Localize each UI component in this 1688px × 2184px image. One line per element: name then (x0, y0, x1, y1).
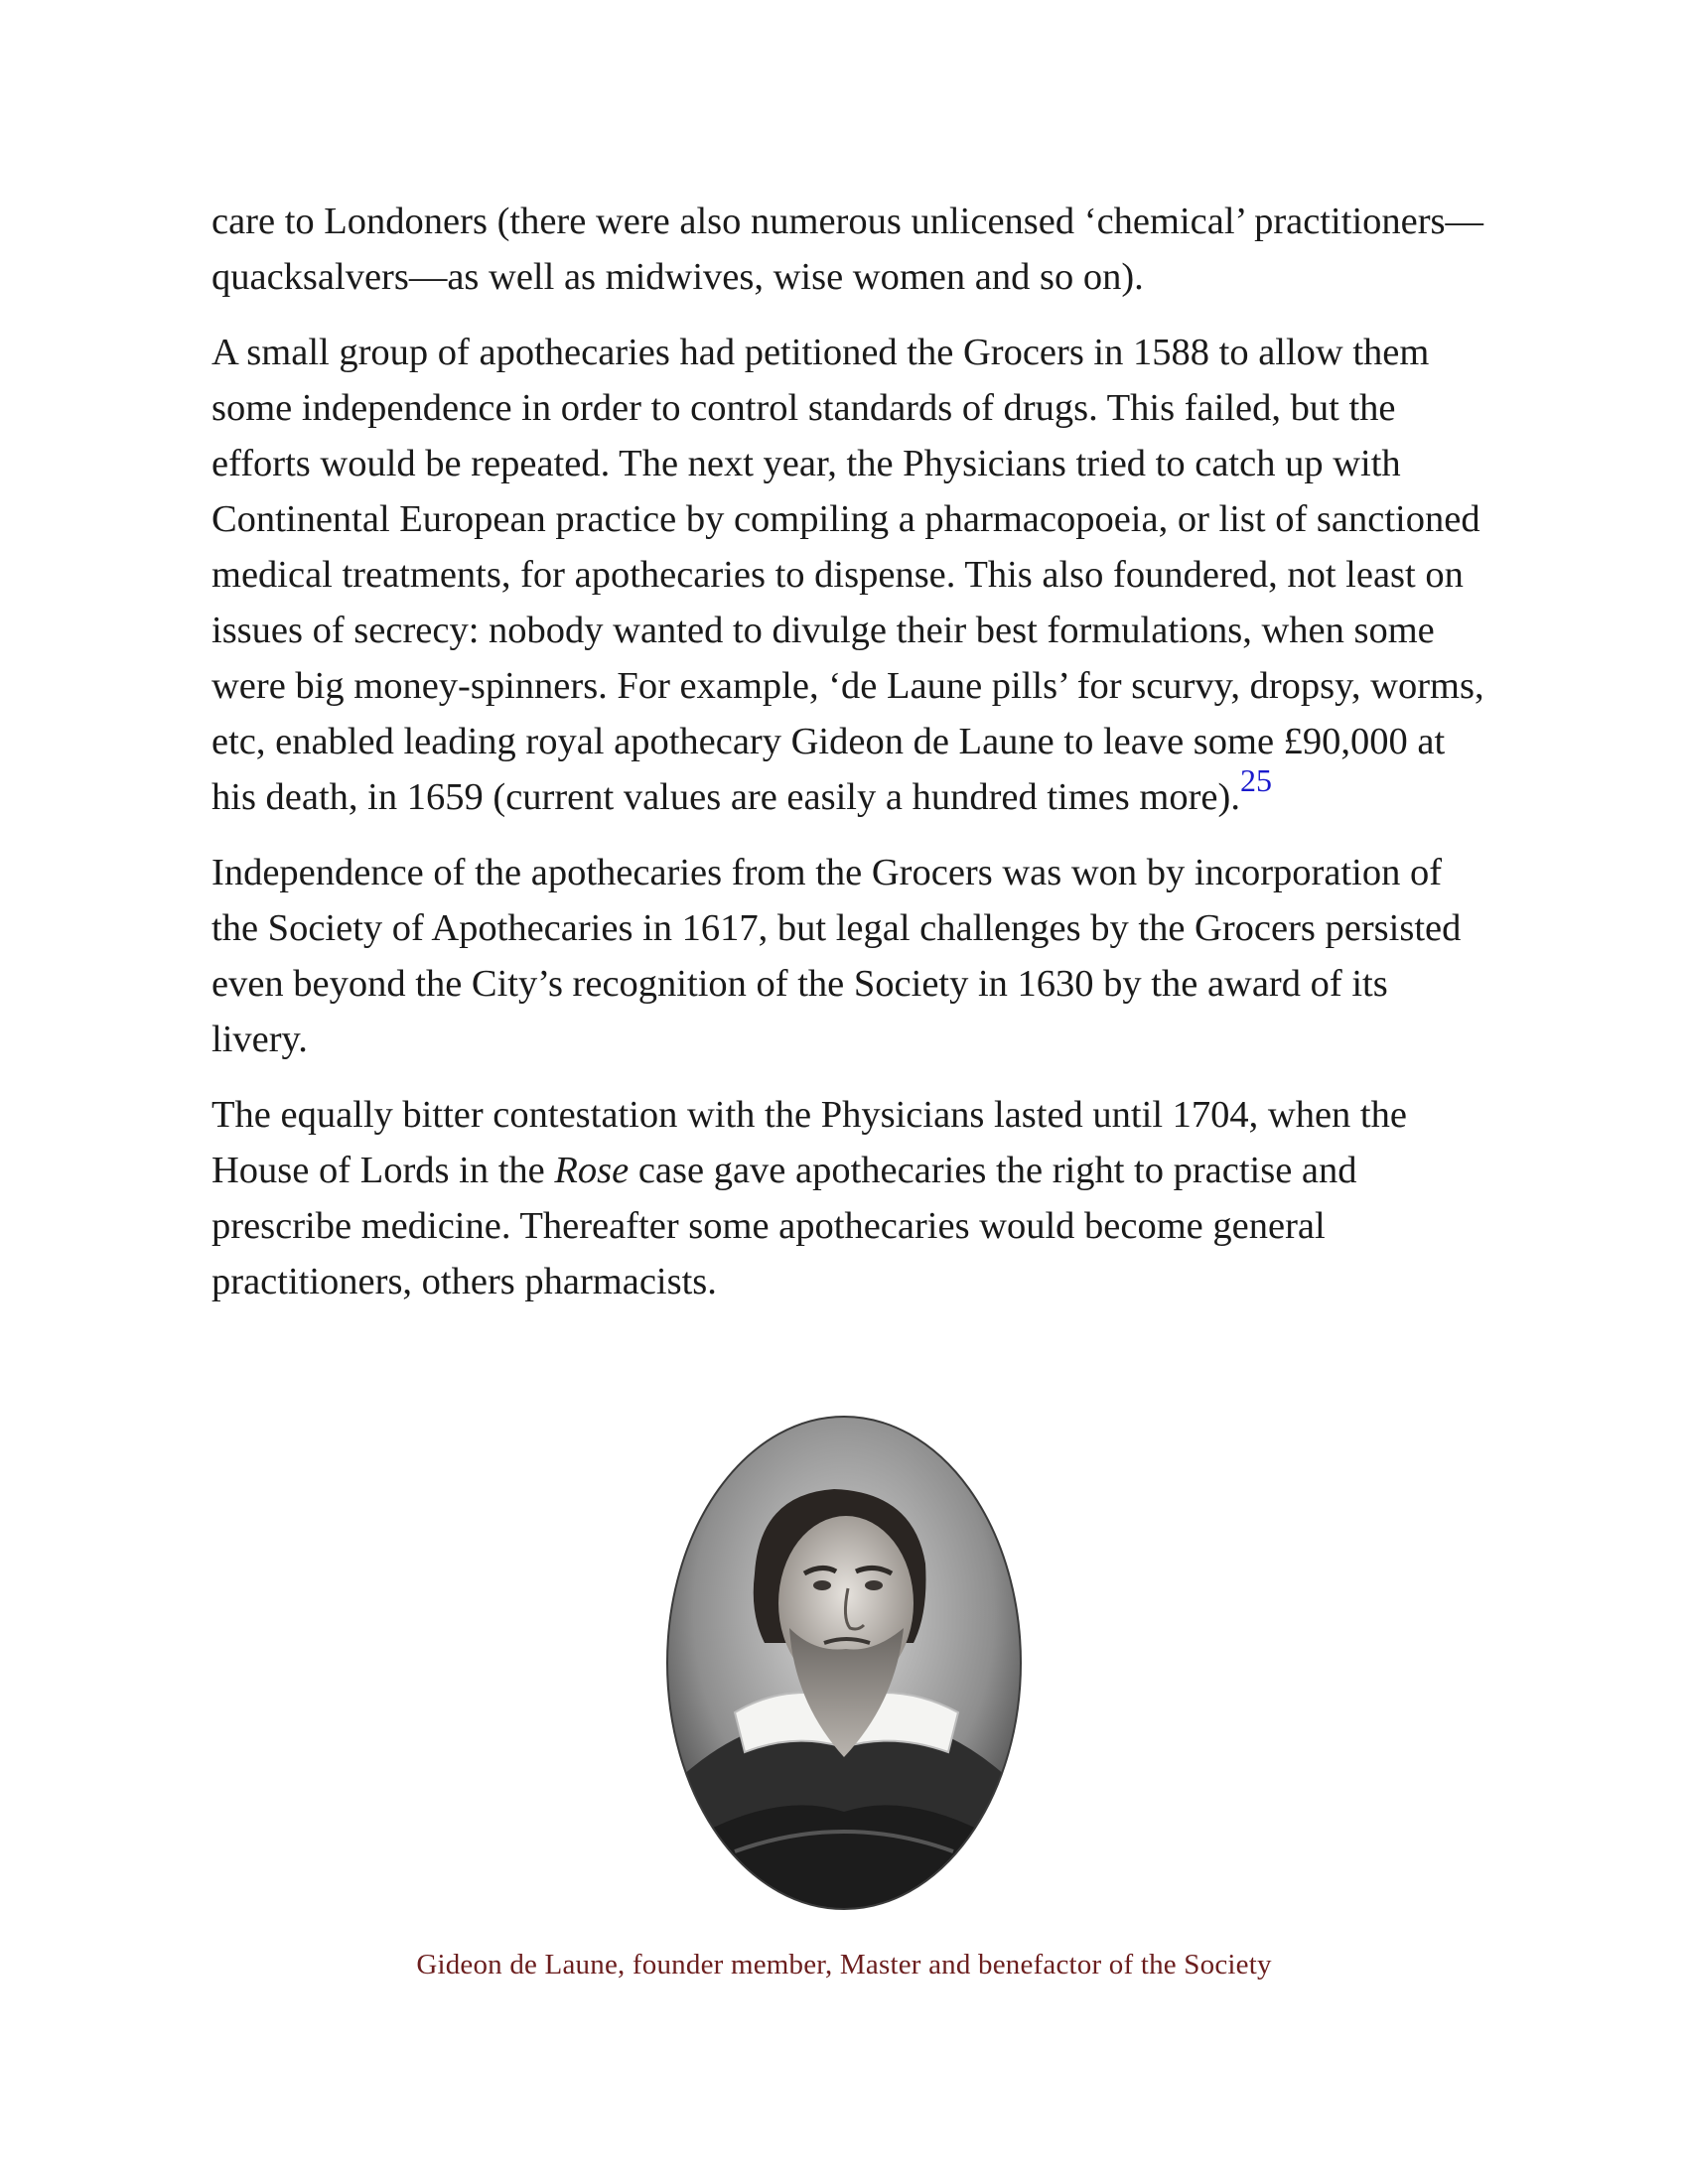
paragraph-3 (211, 845, 1492, 1067)
portrait-figure (0, 1415, 1688, 1981)
paragraph-2-text: A small group of apothecaries had petitioned the Grocers in 1588 to allow them some independence in order to control standards of drugs. This failed, but the efforts would be repeated. The next year, the Physicians tried to catch up with Continental European practice by compiling a pharmacopoeia, or list of sanctioned medical treatments, for apothecaries to dispense. This also foundered, not least on issues of secrecy: nobody wanted to divulge their best formulations, when some were big money-spinners. For example, ‘de Laune pills’ for scurvy, dropsy, worms, etc, enabled leading royal apothecary Gideon de Laune to leave some £90,000 at his death, in 1659 (current values are easily a hundred times more). (211, 332, 1484, 818)
figure-caption: Gideon de Laune, founder member, Master and benefactor of the Society (416, 1949, 1272, 1980)
paragraph-4-text-before: The equally bitter contestation with the Physicians lasted until 1704, when the House of Lords in the (211, 1094, 1407, 1191)
paragraph-3-text: Independence of the apothecaries from the Grocers was won by incorporation of the Society of Apothecaries in 1617, but legal challenges by the Grocers persisted even beyond the City’s recognition of the Society in 1630 by the award of its livery. (211, 852, 1462, 1060)
case-name-italic: Rose (554, 1150, 630, 1191)
paragraph-1-text: care to Londoners (there were also numerous unlicensed ‘chemical’ practitioners—quacksalvers—as well as midwives, wise women and so on). (211, 201, 1484, 298)
portrait-image (665, 1415, 1023, 1911)
paragraph-4-text-after: case gave apothecaries the right to practise and prescribe medicine. Thereafter some apothecaries would become general practitioners, others pharmacists. (211, 1150, 1357, 1302)
footnote-link[interactable]: 25 (1239, 762, 1272, 798)
paragraph-1 (211, 194, 1492, 305)
page-body (211, 194, 1492, 1329)
paragraph-4 (211, 1087, 1492, 1309)
paragraph-2 (211, 325, 1492, 825)
